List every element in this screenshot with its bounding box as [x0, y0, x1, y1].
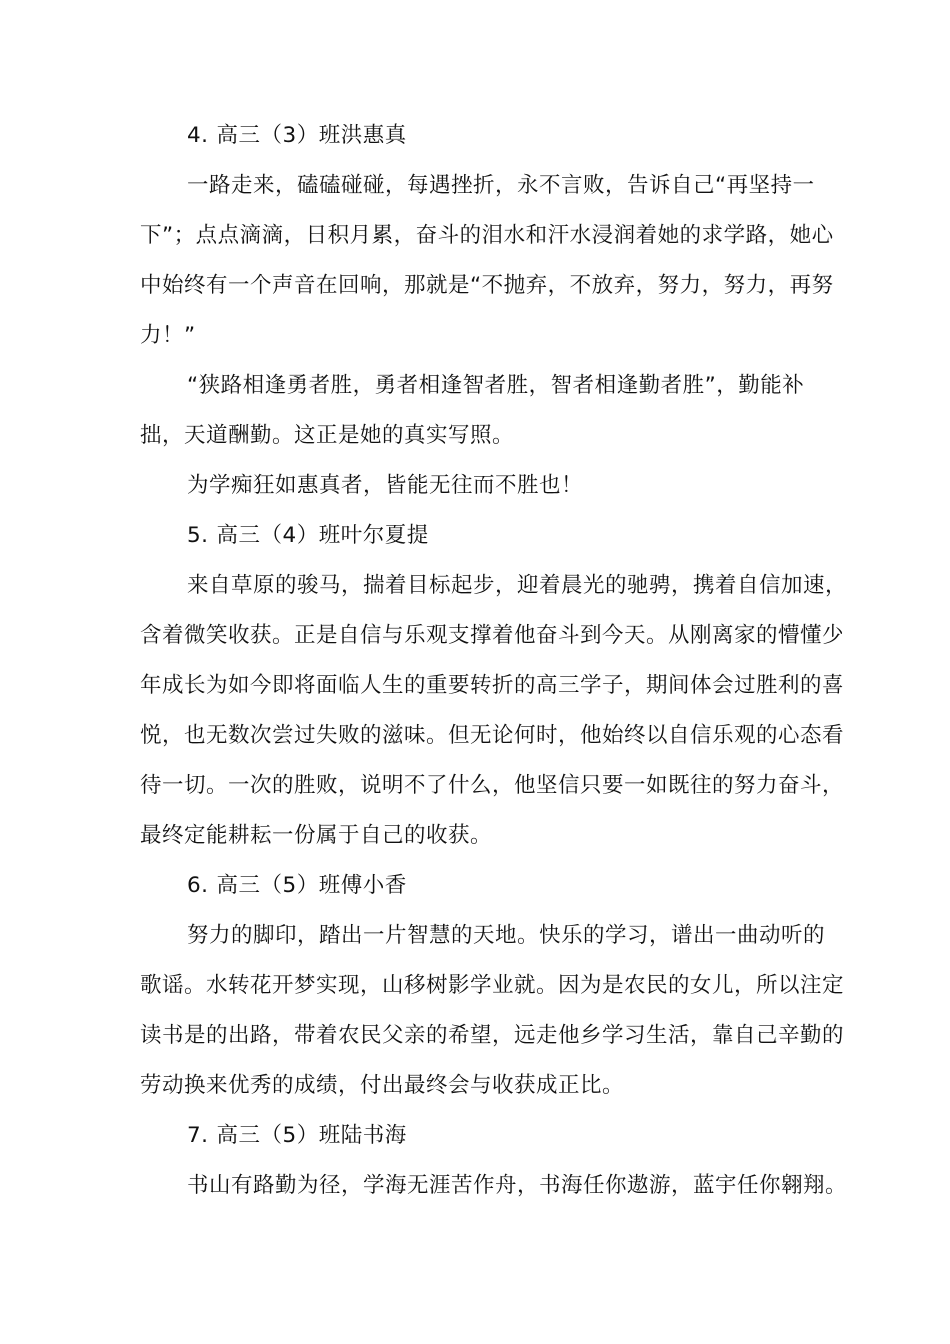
paragraph-line: 努力的脚印，踏出一片智慧的天地。快乐的学习，谱出一曲动听的 [187, 923, 826, 948]
paragraph-line: 来自草原的骏马，揣着目标起步，迎着晨光的驰骋，携着自信加速， [187, 573, 848, 598]
paragraph-line: 劳动换来优秀的成绩，付出最终会与收获成正比。 [140, 1073, 625, 1098]
paragraph-line: 拙，天道酬勤。这正是她的真实写照。 [140, 423, 515, 448]
section-heading [140, 1111, 840, 1161]
section-title: 高三（5）班陆书海 [216, 1123, 407, 1148]
section-title: 高三（4）班叶尔夏提 [216, 523, 429, 548]
paragraph-line: 含着微笑收获。正是自信与乐观支撑着他奋斗到今天。从刚离家的懵懂少 [140, 623, 845, 648]
section-title: 高三（5）班傅小香 [216, 873, 407, 898]
paragraph-line: 悦，也无数次尝过失败的滋味。但无论何时，他始终以自信乐观的心态看 [140, 723, 845, 748]
section-number: 4. [187, 123, 209, 148]
section-number: 7. [187, 1123, 209, 1148]
paragraph-line: 读书是的出路，带着农民父亲的希望，远走他乡学习生活，靠自己辛勤的 [140, 1023, 845, 1048]
paragraph-line: 书山有路勤为径，学海无涯苦作舟，书海任你遨游，蓝宇任你翱翔。 [187, 1173, 848, 1198]
paragraph-line: 年成长为如今即将面临人生的重要转折的高三学子，期间体会过胜利的喜 [140, 673, 845, 698]
section-title: 高三（3）班洪惠真 [216, 123, 407, 148]
paragraph-line: 下”；点点滴滴，日积月累，奋斗的泪水和汗水浸润着她的求学路，她心 [140, 223, 834, 248]
section-heading [140, 111, 840, 161]
paragraph-line: 为学痴狂如惠真者，皆能无往而不胜也！ [187, 473, 584, 498]
section-heading [140, 511, 840, 561]
paragraph-line: 歌谣。水转花开梦实现，山移树影学业就。因为是农民的女儿，所以注定 [140, 973, 845, 998]
paragraph-line: 力！” [140, 323, 196, 348]
paragraph-line: 中始终有一个声音在回响，那就是“不抛弃，不放弃，努力，努力，再努 [140, 273, 834, 298]
document-page [140, 111, 848, 1211]
section-number: 5. [187, 523, 209, 548]
section-number: 6. [187, 873, 209, 898]
paragraph-line: 最终定能耕耘一份属于自己的收获。 [140, 823, 493, 848]
section-heading [140, 861, 840, 911]
paragraph-line: “狭路相逢勇者胜，勇者相逢智者胜，智者相逢勤者胜”，勤能补 [187, 373, 805, 398]
paragraph-line: 待一切。一次的胜败，说明不了什么，他坚信只要一如既往的努力奋斗， [140, 773, 845, 798]
paragraph-line: 一路走来，磕磕碰碰，每遇挫折，永不言败，告诉自己“再坚持一 [187, 173, 815, 198]
